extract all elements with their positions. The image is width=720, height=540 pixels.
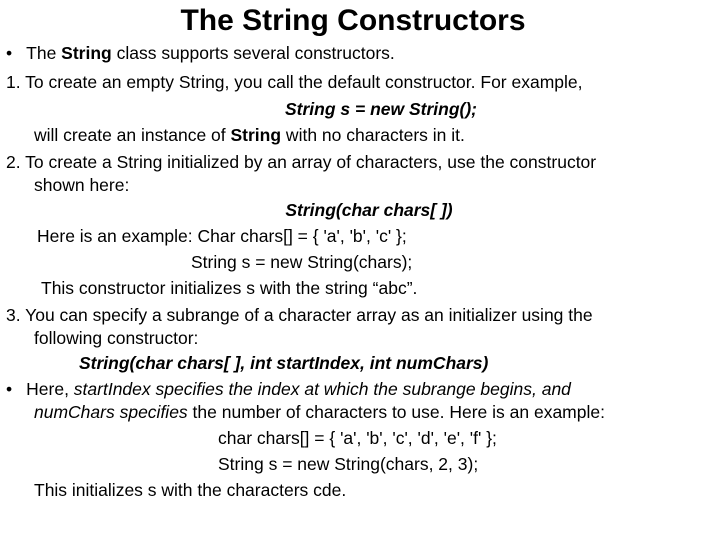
bullet-marker: • bbox=[6, 43, 13, 63]
item-3-text-cont: following constructor: bbox=[34, 328, 199, 348]
cde-note: This initializes s with the characters cde. bbox=[34, 480, 347, 500]
slide-title: The String Constructors bbox=[180, 4, 526, 37]
bullet-line-2: • Here, startIndex specifies the index at which the subrange begins, and bbox=[6, 379, 571, 399]
code-char-array-constructor: String(char chars[ ]) bbox=[285, 200, 453, 220]
bullet-line-1: • The String class supports several constructors. bbox=[6, 43, 395, 63]
bullet-marker: • bbox=[6, 379, 13, 399]
item-1-text: 1. To create an empty String, you call the default constructor. For example, bbox=[6, 72, 583, 92]
code-subrange-constructor: String(char chars[ ], int startIndex, int numChars) bbox=[79, 353, 489, 373]
example-string-line-2: String s = new String(chars, 2, 3); bbox=[218, 454, 479, 474]
abc-note: This constructor initializes s with the string “abc”. bbox=[41, 278, 418, 298]
example-chars-line: Here is an example: Char chars[] = { 'a', 'b', 'c' }; bbox=[37, 226, 407, 246]
example-chars-line-2: char chars[] = { 'a', 'b', 'c', 'd', 'e', 'f' }; bbox=[218, 428, 497, 448]
bullet-line-2-cont: numChars specifies the number of characters to use. Here is an example: bbox=[34, 402, 605, 422]
item-2-text: 2. To create a String initialized by an array of characters, use the constructor bbox=[6, 152, 597, 172]
item-2-text-cont: shown here: bbox=[34, 175, 130, 195]
example-string-line: String s = new String(chars); bbox=[191, 252, 413, 272]
item-1-continuation: will create an instance of String with no characters in it. bbox=[34, 125, 465, 145]
item-3-text: 3. You can specify a subrange of a character array as an initializer using the bbox=[6, 305, 593, 325]
code-default-constructor: String s = new String(); bbox=[284, 99, 478, 119]
